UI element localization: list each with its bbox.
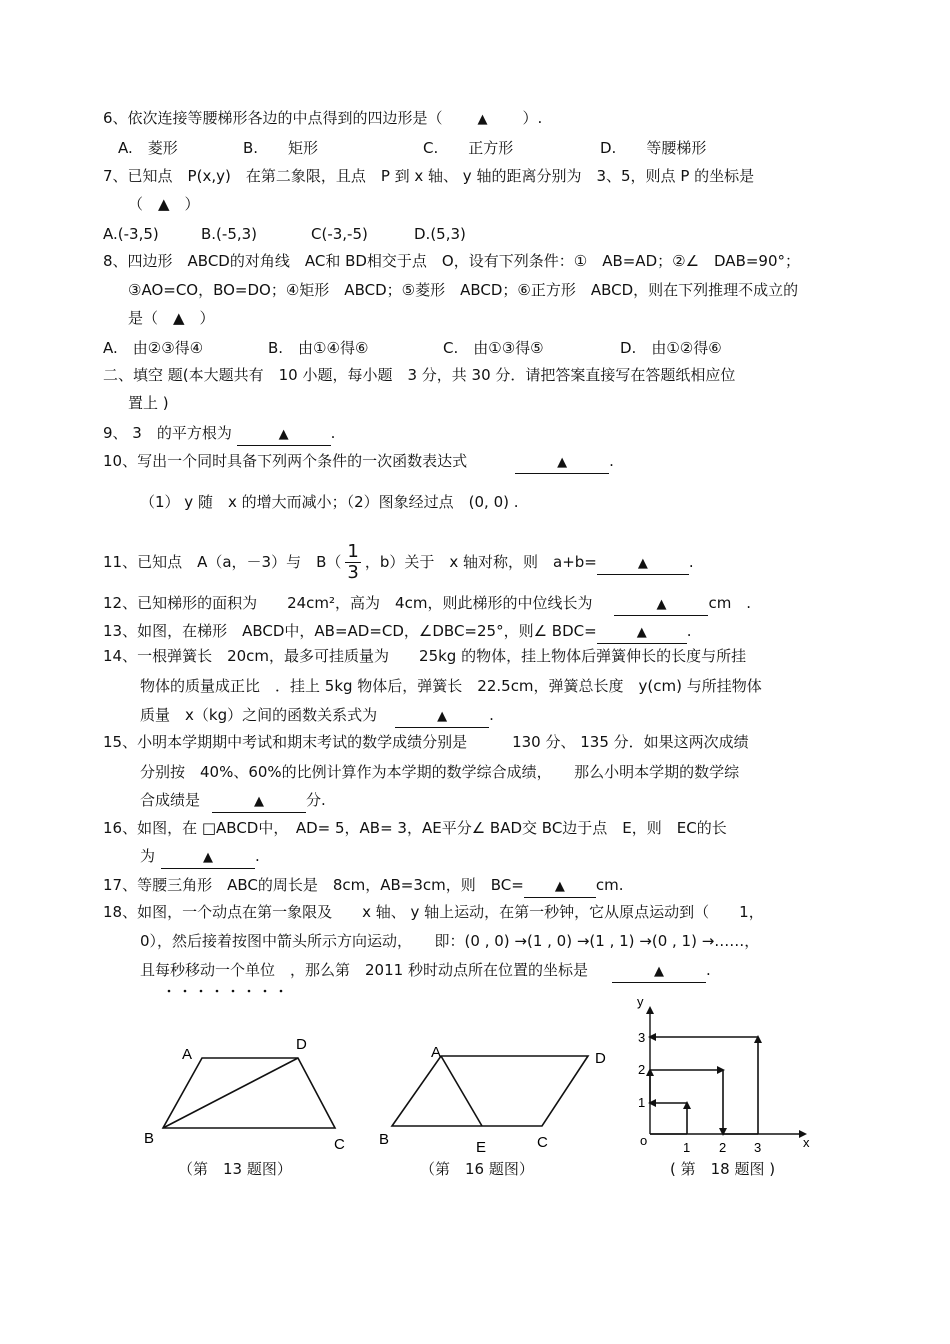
q16-stem: 为 (140, 847, 156, 865)
q6-tail: ）. (522, 109, 543, 127)
q8-line-3: 是（ ▲ ） (128, 309, 215, 327)
q15-line-3 (140, 790, 326, 813)
q16-answer-mark: ▲ (203, 850, 214, 865)
q18-answer-mark: ▲ (653, 964, 664, 979)
x-tick-2: 2 (719, 1140, 727, 1155)
q6-stem: 6、依次连接等腰梯形各边的中点得到的四边形是（ (103, 109, 443, 127)
q7-option-a: A.(-3,5) (103, 225, 159, 243)
q7-answer-paren: （ ▲ ） (128, 195, 200, 213)
q6-option-d: D. 等腰梯形 (600, 139, 707, 157)
q12-line (103, 593, 751, 616)
vertex-label-a: A (182, 1046, 193, 1063)
q7-stem: 7、已知点 P(x,y) 在第二象限，且点 P 到 x 轴、 y 轴的距离分别为 3、5，则点 P 的坐标是 (103, 167, 755, 185)
point-label-e: E (476, 1139, 487, 1156)
figure-18 (625, 992, 820, 1157)
origin-label: o (640, 1133, 648, 1148)
q15-stem: 合成绩是 (140, 791, 201, 809)
y-tick-1: 1 (638, 1095, 646, 1110)
y-axis-label: y (637, 994, 644, 1009)
q8-line-2: ③AO=CO，BO=DO；④矩形 ABCD；⑤菱形 ABCD；⑥正方形 ABCD，则在下列推理不成立的 (128, 281, 799, 299)
y-tick-3: 3 (638, 1030, 646, 1045)
figure-16 (370, 1030, 620, 1160)
q14-line-1: 14、一根弹簧长 20cm，最多可挂质量为 25kg 的物体，挂上物体后弹簧伸长的长度与所挂 (103, 647, 747, 665)
q18-answer-blank[interactable] (612, 960, 706, 983)
q13-stem: 13、如图，在梯形 ABCD中，AB=AD=CD，∠DBC=25°，则∠ BDC= (103, 622, 597, 640)
x-tick-1: 1 (683, 1140, 691, 1155)
q8-option-b: B. 由①④得⑥ (268, 339, 369, 357)
q8-line-1: 8、四边形 ABCD的对角线 AC和 BD相交于点 O，设有下列条件：① AB=AD；②∠ DAB=90°； (103, 252, 801, 270)
q14-line-2: 物体的质量成正比 ．挂上 5kg 物体后，弹簧长 22.5cm，弹簧总长度 y(cm) 与所挂物体 (140, 677, 762, 695)
q13-answer-blank[interactable] (597, 621, 687, 644)
figure-18-caption: ( 第 18 题图 ) (670, 1160, 776, 1178)
q17-line (103, 875, 624, 898)
q16-line-2 (140, 846, 260, 869)
vertex-label-c: C (537, 1134, 548, 1151)
q12-answer-mark: ▲ (656, 597, 667, 612)
q10-conditions: （1） y 随 x 的增大而减小；（2）图象经过点 (0, 0) . (140, 493, 519, 511)
q11-tail: . (688, 553, 694, 571)
q11-stem-a: 11、已知点 A（a，－3）与 B（ (103, 553, 342, 571)
vertex-label-b: B (144, 1130, 155, 1147)
q18-line-1: 18、如图，一个动点在第一象限及 x 轴、 y 轴上运动，在第一秒钟，它从原点运动到（ 1， (103, 903, 764, 921)
q12-stem: 12、已知梯形的面积为 24cm²，高为 4cm，则此梯形的中位线长为 (103, 594, 593, 612)
q13-line (103, 621, 691, 644)
q13-answer-mark: ▲ (636, 625, 647, 640)
q15-answer-blank[interactable] (212, 790, 306, 813)
section-heading-cont: 置上 ) (128, 394, 169, 412)
vertex-label-a: A (431, 1044, 442, 1061)
q10-line (103, 451, 614, 474)
q11-stem-b: ，b）关于 x 轴对称，则 a+b= (364, 553, 597, 571)
q18-tail: . (705, 961, 711, 979)
q18-line-2: 0），然后接着按图中箭头所示方向运动， 即：(0 , 0) →(1 , 0) →(1 , 1) →(0 , 1) →……， (140, 932, 760, 950)
q7-option-d: D.(5,3) (414, 225, 466, 243)
q15-line-1: 15、小明本学期期中考试和期末考试的数学成绩分别是 130 分、 135 分．如果这两次成绩 (103, 733, 749, 751)
q13-tail: . (686, 622, 692, 640)
motion-path (650, 1037, 758, 1134)
x-tick-3: 3 (754, 1140, 762, 1155)
q9-answer-mark: ▲ (278, 427, 289, 442)
q15-answer-mark: ▲ (254, 794, 265, 809)
q17-stem: 17、等腰三角形 ABC的周长是 8cm，AB=3cm，则 BC= (103, 876, 524, 894)
q12-answer-blank[interactable] (614, 593, 708, 616)
q11-line (103, 540, 694, 584)
q9-tail: . (330, 424, 336, 442)
segment-ae (441, 1056, 482, 1126)
figure-13-caption: （第 13 题图） (178, 1160, 292, 1178)
q6-option-c: C. 正方形 (423, 139, 514, 157)
q8-option-c: C. 由①③得⑤ (443, 339, 544, 357)
vertex-label-b: B (379, 1131, 390, 1148)
q11-answer-mark: ▲ (637, 556, 648, 571)
emphasis-dots (165, 979, 295, 985)
vertex-label-d: D (296, 1036, 307, 1053)
parallelogram-abcd (392, 1056, 588, 1126)
figure-13 (130, 1030, 360, 1160)
q9-answer-blank[interactable] (237, 423, 331, 446)
trapezoid-abcd (163, 1058, 335, 1128)
q17-answer-mark: ▲ (554, 879, 565, 894)
q14-line-3 (140, 705, 494, 728)
q17-answer-blank[interactable] (524, 875, 596, 898)
q8-option-a: A. 由②③得④ (103, 339, 204, 357)
q6-option-b: B. 矩形 (243, 139, 319, 157)
q14-tail: . (489, 706, 494, 724)
q16-tail: . (255, 847, 260, 865)
q16-answer-blank[interactable] (161, 846, 255, 869)
q6-option-a: A. 菱形 (118, 139, 178, 157)
q14-answer-mark: ▲ (437, 709, 448, 724)
x-axis-label: x (803, 1135, 810, 1150)
q9-stem: 9、 3 的平方根为 (103, 424, 232, 442)
q8-option-d: D. 由①②得⑥ (620, 339, 722, 357)
q7-option-b: B.(-5,3) (201, 225, 258, 243)
q9-line (103, 423, 335, 446)
q7-option-c: C(-3,-5) (311, 225, 368, 243)
q10-answer-blank[interactable] (515, 451, 609, 474)
q15-line-2: 分别按 40%、60%的比例计算作为本学期的数学综合成绩， 那么小明本学期的数学综 (140, 763, 740, 781)
section-heading: 二、填空 题(本大题共有 10 小题，每小题 3 分，共 30 分．请把答案直接写在答题纸相应位 (103, 366, 736, 384)
q11-fraction-denominator: 3 (347, 562, 359, 583)
q10-tail: . (609, 452, 614, 470)
q17-unit: cm. (595, 876, 624, 894)
q14-answer-blank[interactable] (395, 705, 489, 728)
q12-unit: cm . (708, 594, 752, 612)
q11-fraction-numerator: 1 (347, 541, 359, 562)
figure-16-caption: （第 16 题图） (420, 1160, 534, 1178)
q14-stem: 质量 x（kg）之间的函数关系式为 (140, 706, 378, 724)
q6-answer-mark: ▲ (477, 112, 488, 127)
y-tick-2: 2 (638, 1062, 646, 1077)
q11-fraction (345, 542, 360, 583)
q10-stem: 10、写出一个同时具备下列两个条件的一次函数表达式 (103, 452, 468, 470)
q10-answer-mark: ▲ (557, 455, 568, 470)
q6-line (103, 108, 542, 130)
q15-tail: 分. (306, 791, 326, 809)
vertex-label-d: D (595, 1050, 606, 1067)
q11-answer-blank[interactable] (597, 552, 689, 575)
q16-line-1: 16、如图，在 □ABCD中， AD= 5，AB= 3，AE平分∠ BAD交 BC边于点 E，则 EC的长 (103, 819, 727, 837)
q18-stem: 且每秒移动一个单位 ，那么第 2011 秒时动点所在位置的坐标是 (140, 961, 588, 979)
vertex-label-c: C (334, 1136, 345, 1153)
